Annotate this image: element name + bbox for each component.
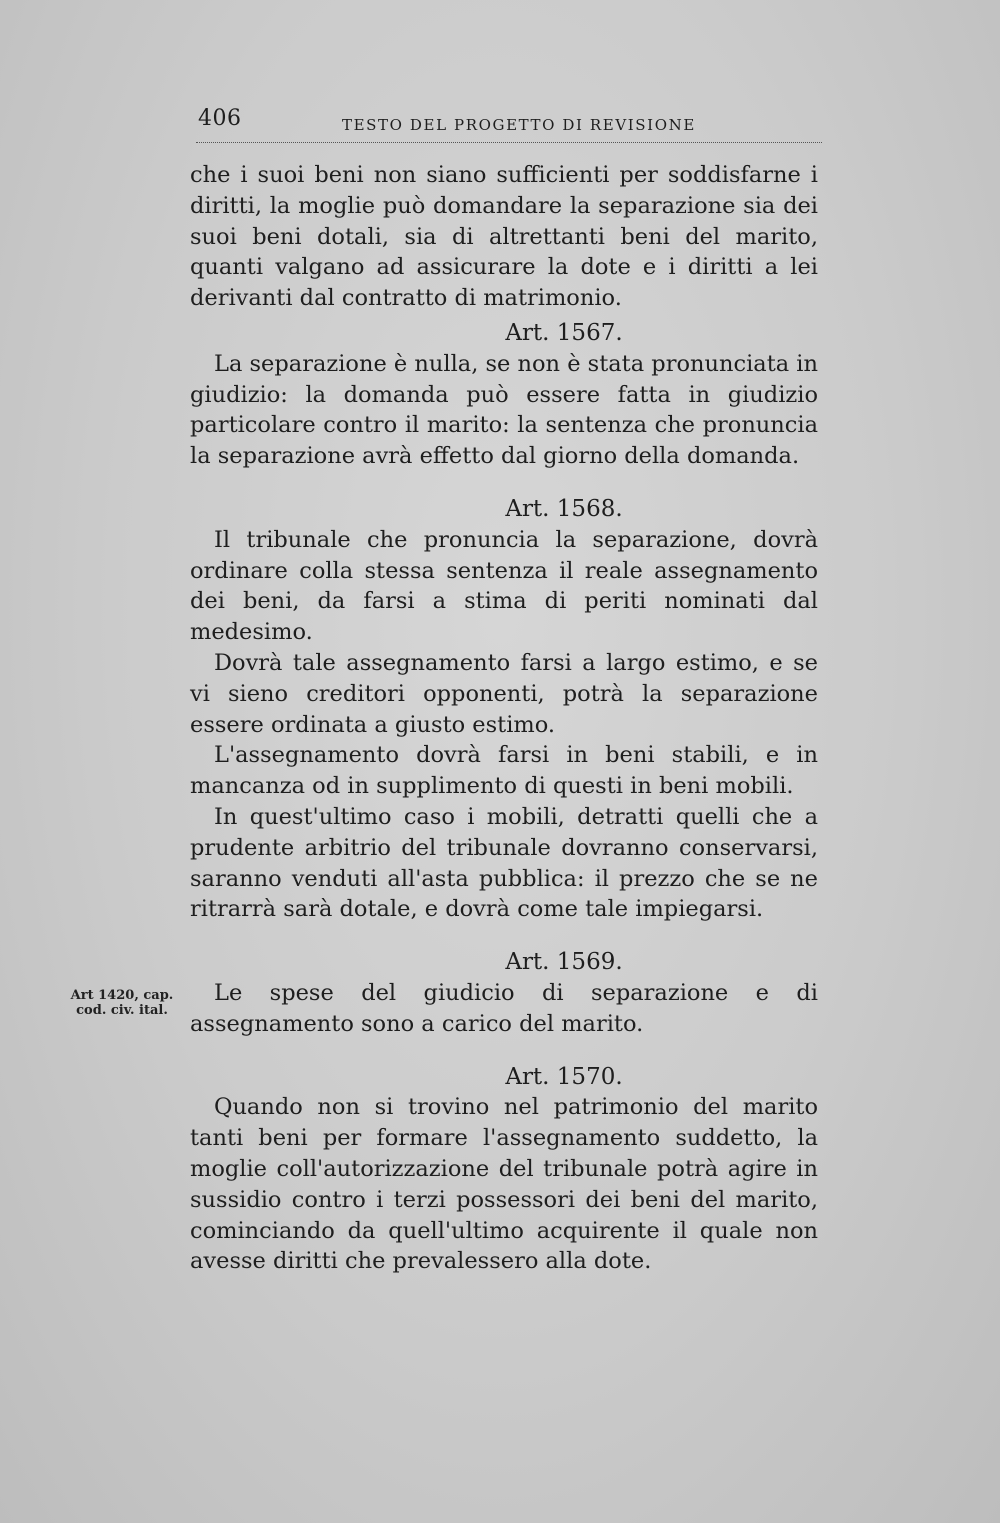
article-1568-paragraph-1: Il tribunale che pronuncia la separazione, dovrà ordinare colla stessa sentenza il reale assegnamento dei beni, da farsi a stima di periti nominati dal medesimo. [190, 526, 818, 646]
article-1568-paragraph-2: Dovrà tale assegnamento farsi a largo estimo, e se vi sieno creditori opponenti, potrà la separazione essere ordinata a giusto estimo. [190, 649, 818, 738]
intro-paragraph: che i suoi beni non siano sufficienti per soddisfarne i diritti, la moglie può domandare la separazione sia dei suoi beni dotali, sia di altrettanti beni del marito, quanti valgano ad assicurare la dote e i diritti a lei derivanti dal contratto di matrimonio. [190, 162, 818, 312]
article-1567-paragraph: La separazione è nulla, se non è stata pronunciata in giudizio: la domanda può essere fatta in giudizio particolare contro il marito: la sentenza che pronuncia la separazione avrà effetto dal giorno della domanda. [190, 350, 818, 470]
margin-note-line-2: cod. civ. ital. [76, 1003, 168, 1018]
page-number: 406 [198, 106, 242, 131]
article-1569-paragraph: Le spese del giudicio di separazione e di assegnamento sono a carico del marito. [190, 979, 818, 1037]
article-1568-paragraph-4: In quest'ultimo caso i mobili, detratti quelli che a prudente arbitrio del tribunale dovranno conservarsi, saranno venduti all'asta pubblica: il prezzo che se ne ritrarrà sarà dotale, e dovrà come tale impiegarsi. [190, 803, 818, 923]
page-header [196, 102, 822, 143]
article-heading-1567: Art. 1567. [505, 319, 623, 346]
running-title: TESTO DEL PROGETTO DI REVISIONE [342, 116, 696, 134]
article-heading-1569: Art. 1569. [505, 949, 623, 976]
article-heading-1570: Art. 1570. [505, 1063, 623, 1090]
margin-note [64, 988, 180, 1018]
body-text [190, 160, 818, 1277]
article-heading-1568: Art. 1568. [505, 495, 623, 522]
article-1570-paragraph: Quando non si trovino nel patrimonio del marito tanti beni per formare l'assegnamento suddetto, la moglie coll'autorizzazione del tribunale potrà agire in sussidio contro i terzi possessori dei beni del marito, cominciando da quell'ultimo acquirente il quale non avesse diritti che prevalessero alla dote. [190, 1094, 818, 1275]
margin-note-line-1: Art 1420, cap. [70, 988, 174, 1003]
article-1568-paragraph-3: L'assegnamento dovrà farsi in beni stabili, e in mancanza od in supplimento di questi in beni mobili. [190, 742, 818, 800]
